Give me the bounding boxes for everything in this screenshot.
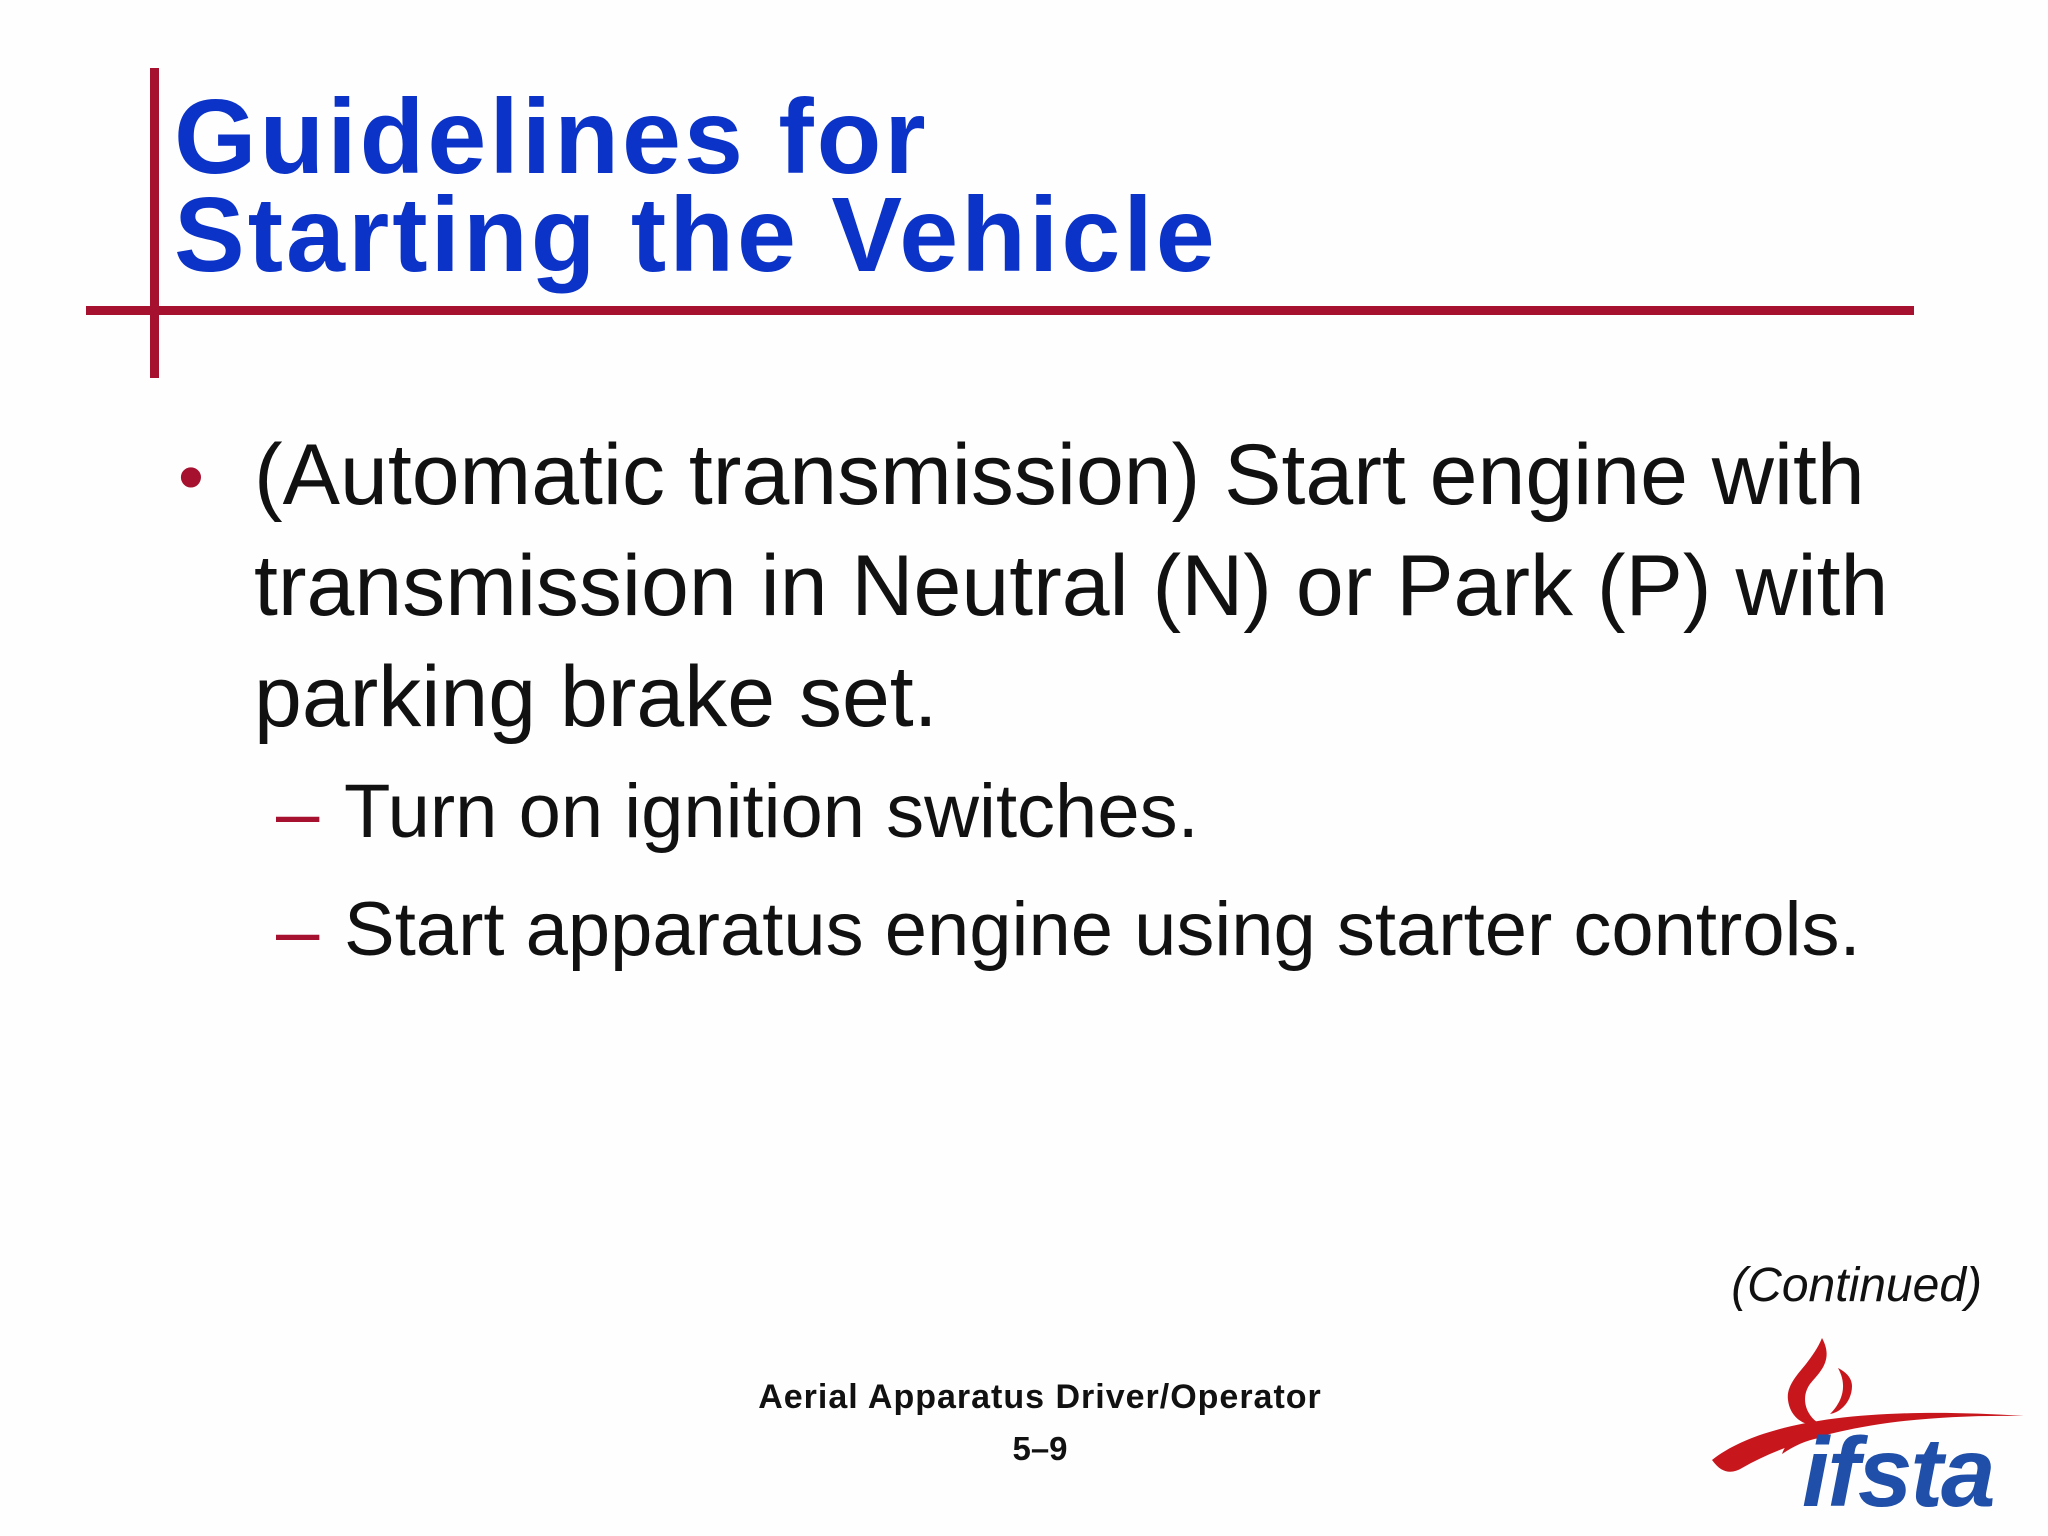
- footer-page-number: 5–9: [1012, 1430, 1068, 1467]
- dash-icon: –: [276, 886, 320, 974]
- logo-wordmark: ifsta: [1802, 1417, 1994, 1527]
- sub-bullet-text: Start apparatus engine using starter controls.: [344, 887, 1861, 972]
- bullet-dot-icon: •: [178, 435, 204, 518]
- slide-title: [174, 78, 1218, 294]
- title-horizontal-rule: [86, 306, 1914, 315]
- bullet-text: (Automatic transmission) Start engine with transmission in Neutral (N) or Park (P) with parking brake set.: [254, 427, 1889, 745]
- footer-course-title: Aerial Apparatus Driver/Operator: [758, 1378, 1322, 1416]
- title-vertical-rule: [150, 68, 159, 378]
- ifsta-flame-logo-icon: [1702, 1328, 2032, 1528]
- dash-icon: –: [276, 768, 320, 856]
- slide-title-line-1: Guidelines for: [174, 78, 929, 196]
- slide-title-line-2: Starting the Vehicle: [174, 176, 1218, 294]
- continued-label: (Continued): [1731, 1259, 1982, 1312]
- sub-bullet-text: Turn on ignition switches.: [344, 769, 1199, 854]
